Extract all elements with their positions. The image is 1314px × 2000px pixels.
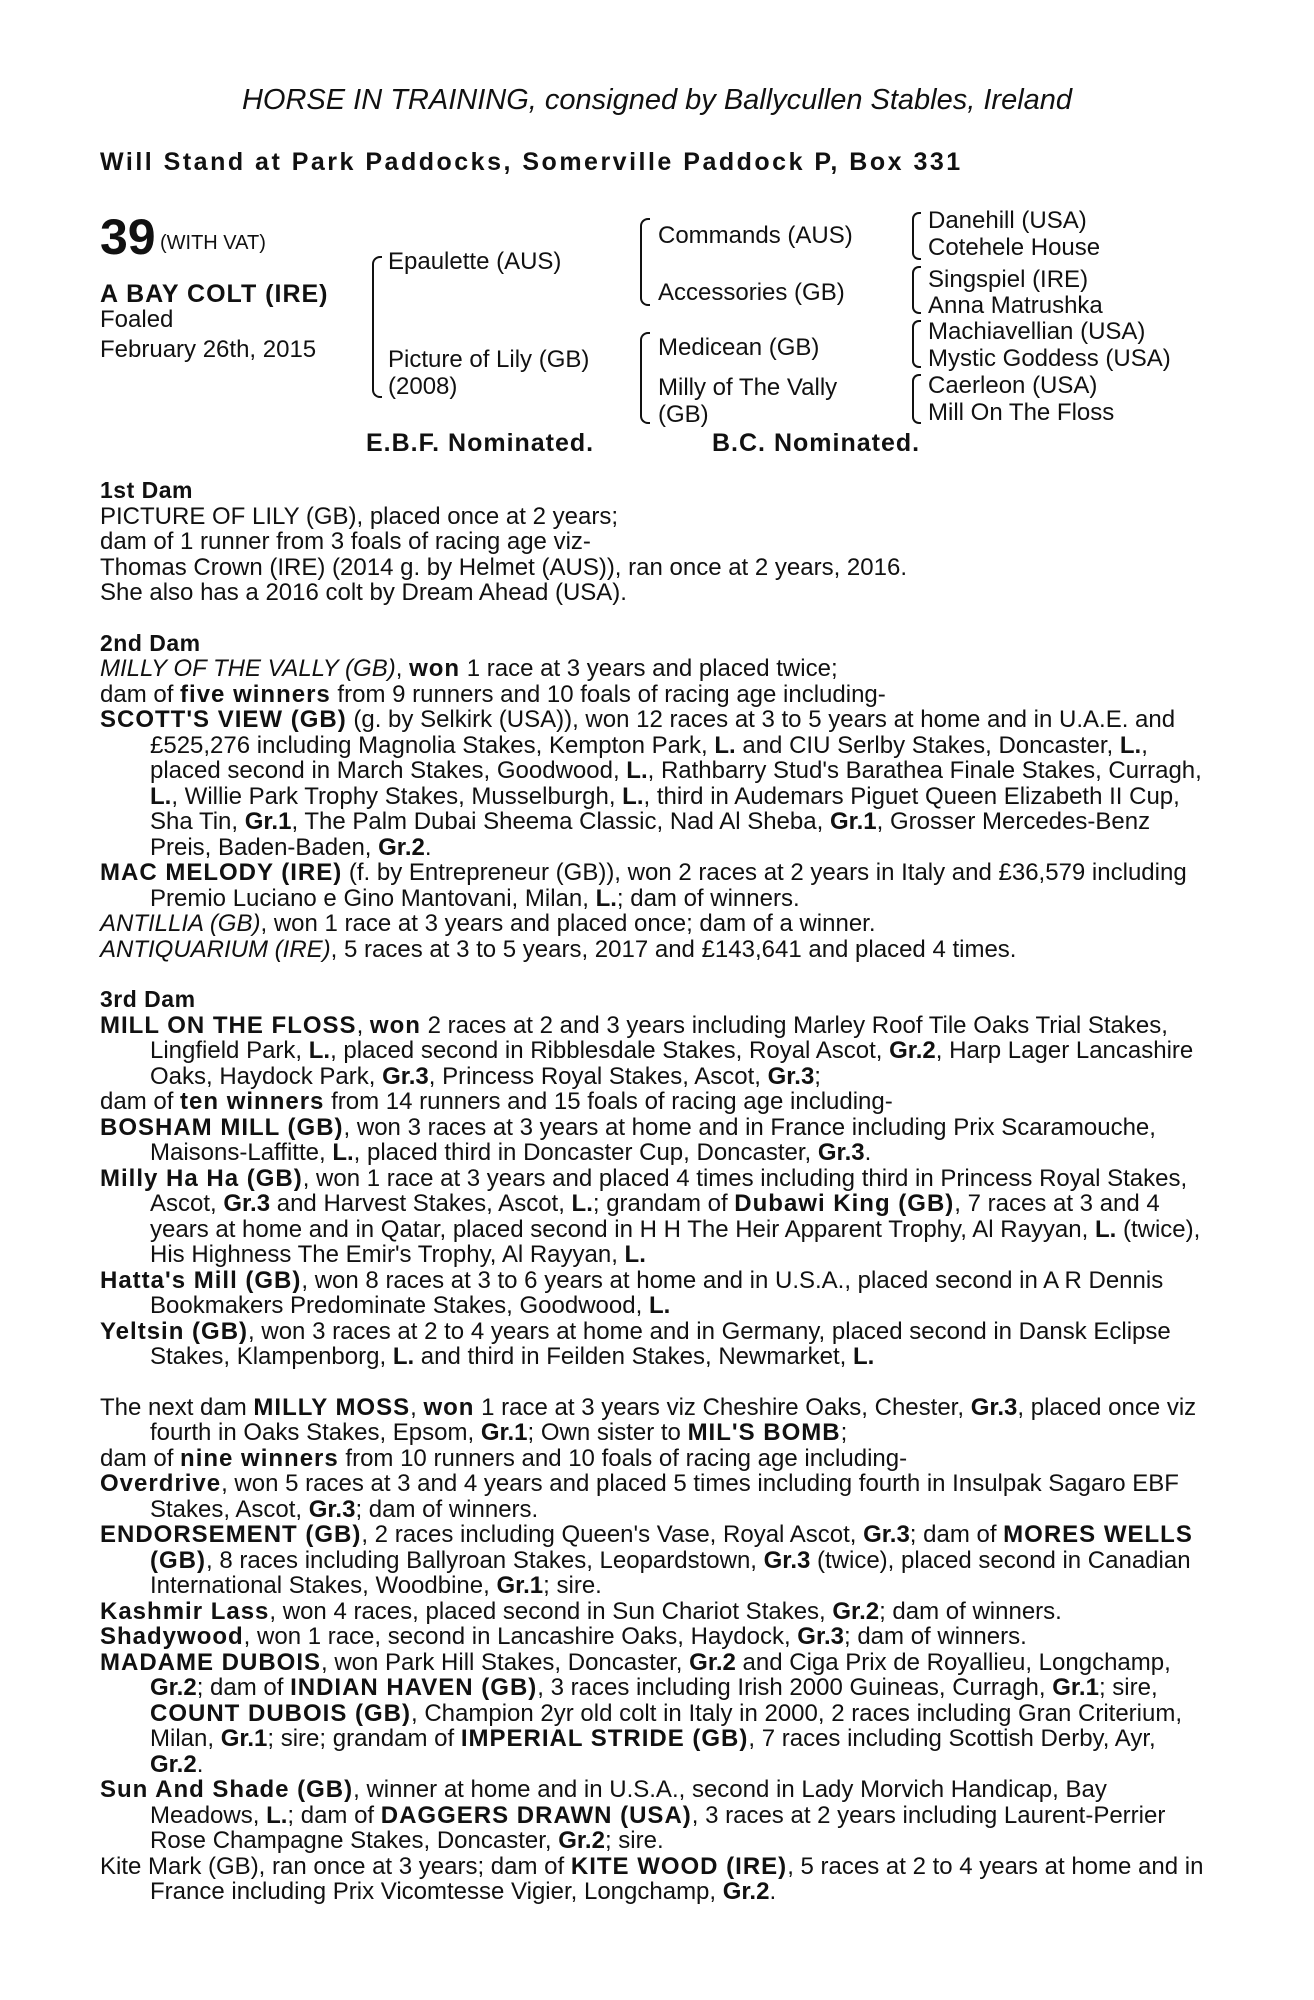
ebf-nomination: E.B.F. Nominated. [366,429,595,457]
third-dam-heading: 3rd Dam [100,986,196,1012]
produce-record [100,478,1205,1905]
ggs-3: Machiavellian (USA) [928,318,1146,345]
produce-entry: MADAME DUBOIS, won Park Hill Stakes, Doncaster, Gr.2 and Ciga Prix de Royallieu, Longchamp, Gr.2; dam of INDIAN HAVEN (GB), 3 races including Irish 2000 Guineas, Curragh, Gr.1; sire, COUNT DUBOIS (GB), Champion 2yr old colt in Italy in 2000, 2 races including Gran Criterium, Milan, Gr.1; sire; grandam of IMPERIAL STRIDE (GB), 7 races including Scottish Derby, Ayr, Gr.2. [100,1648,1183,1778]
produce-entry: Kite Mark (GB), ran once at 3 years; dam of KITE WOOD (IRE), 5 races at 2 to 4 years at home and in France including Prix Vicomtesse Vigier, Longchamp, Gr.2. [100,1852,1204,1905]
produce-entry: Shadywood, won 1 race, second in Lancashire Oaks, Haydock, Gr.3; dam of winners. [100,1623,1027,1650]
produce-entry: Overdrive, won 5 races at 3 and 4 years and placed 5 times including fourth in Insulpak Sagaro EBF Stakes, Ascot, Gr.3; dam of winners. [100,1470,1179,1523]
dam-year: (2008) [388,373,458,400]
horse-name: Milly Ha Ha (GB) [100,1164,303,1192]
horse-name: ENDORSEMENT (GB) [100,1521,362,1548]
produce-entry: BOSHAM MILL (GB), won 3 races at 3 years at home and in France including Prix Scaramouche, Maisons-Laffitte, L., placed third in Doncaster Cup, Doncaster, Gr.3. [100,1113,1156,1166]
pedigree-brace-3b [912,266,921,314]
horse-name: Hatta's Mill (GB) [100,1266,302,1294]
produce-entry: Sun And Shade (GB), winner at home and in U.S.A., second in Lady Morvich Handicap, Bay Meadows, L.; dam of DAGGERS DRAWN (USA), 3 races at 2 years including Laurent-Perrier Rose Champagne Stakes, Doncaster, Gr.2; sire. [100,1776,1166,1854]
first-dam-foal: Thomas Crown (IRE) (2014 g. by Helmet (AUS)), ran once at 2 years, 2016. [100,553,907,581]
first-dam-line: PICTURE OF LILY (GB), placed once at 2 years; [100,502,618,530]
sire-name: Epaulette (AUS) [388,248,562,275]
lot-number: 39 [100,209,156,265]
foaled-date: February 26th, 2015 [100,336,317,363]
second-dam-heading: 2nd Dam [100,629,201,656]
produce-entry: Milly Ha Ha (GB), won 1 race at 3 years and placed 4 times including third in Princess Royal Stakes, Ascot, Gr.3 and Harvest Stakes, Ascot, L.; grandam of Dubawi King (GB), 7 races at 3 and 4 years at home and in Qatar, placed second in H H The Heir Apparent Trophy, Al Rayyan, L. (twice), His Highness The Emir's Trophy, Al Rayyan, L. [100,1164,1201,1268]
third-dam-summary: MILL ON THE FLOSS, won 2 races at 2 and 3 years including Marley Roof Tile Oaks Trial Stakes, Lingfield Park, L., placed second in Ribblesdale Stakes, Royal Ascot, Gr.2, Harp Lager Lancashire Oaks, Haydock Park, Gr.3, Princess Royal Stakes, Ascot, Gr.3; [100,1011,1194,1090]
ggd-2: Anna Matrushka [928,292,1103,319]
ggd-3: Mystic Goddess (USA) [928,345,1171,372]
sire-dam: Accessories (GB) [658,279,845,306]
lot-description: A BAY COLT (IRE) [100,280,329,308]
second-dam-summary: MILLY OF THE VALLY (GB), won 1 race at 3 years and placed twice; [100,655,838,682]
horse-name: MADAME DUBOIS [100,1648,321,1676]
ggd-1: Cotehele House [928,234,1101,261]
bc-nomination: B.C. Nominated. [712,429,921,457]
horse-name: Sun And Shade (GB) [100,1776,354,1803]
first-dam-heading: 1st Dam [100,477,193,503]
horse-name: SCOTT'S VIEW (GB) [100,706,347,733]
horse-name: MAC MELODY (IRE) [100,859,343,886]
sale-header: HORSE IN TRAINING, consigned by Ballycullen Stables, Ireland [241,84,1073,116]
ggs-1: Danehill (USA) [928,207,1087,234]
vat-note: (WITH VAT) [160,232,266,254]
next-dam-produce: dam of nine winners from 10 runners and 10 foals of racing age including- [100,1444,908,1472]
dam-dam-suffix: (GB) [658,401,709,428]
pedigree-brace-3a [912,212,921,260]
horse-name: ANTILLIA (GB) [100,910,261,937]
dam-dam: Milly of The Vally [658,374,838,401]
produce-entry: ANTIQUARIUM (IRE), 5 races at 3 to 5 years, 2017 and £143,641 and placed 4 times. [100,935,1017,963]
dam-sire: Medicean (GB) [658,334,820,361]
horse-name: Yeltsin (GB) [100,1317,249,1345]
horse-name: Kashmir Lass [100,1597,270,1625]
second-dam-produce: dam of five winners from 9 runners and 10 foals of racing age including- [100,680,886,708]
produce-entry: Hatta's Mill (GB), won 8 races at 3 to 6 years at home and in U.S.A., placed second in A R Dennis Bookmakers Predominate Stakes, Goodwood, L. [100,1266,1164,1319]
horse-name: MILLY OF THE VALLY (GB) [100,655,396,682]
horse-name: Shadywood [100,1623,244,1650]
stand-location: Will Stand at Park Paddocks, Somerville Paddock P, Box 331 [100,148,963,176]
first-dam-line: dam of 1 runner from 3 foals of racing age viz- [100,528,591,555]
third-dam-produce: dam of ten winners from 14 runners and 15 foals of racing age including- [100,1088,893,1115]
next-dam-summary: The next dam MILLY MOSS, won 1 race at 3 years viz Cheshire Oaks, Chester, Gr.3, placed once viz fourth in Oaks Stakes, Epsom, Gr.1; Own sister to MIL'S BOMB; [100,1393,1197,1446]
produce-entry: Yeltsin (GB), won 3 races at 2 to 4 years at home and in Germany, placed second in Dansk Eclipse Stakes, Klampenborg, L. and third in Feilden Stakes, Newmarket, L. [100,1317,1171,1370]
ggd-4: Mill On The Floss [928,399,1115,426]
ggs-4: Caerleon (USA) [928,372,1098,399]
dam-name: Picture of Lily (GB) [388,346,590,373]
produce-entry: MAC MELODY (IRE) (f. by Entrepreneur (GB)), won 2 races at 2 years in Italy and £36,579 including Premio Luciano e Gino Mantovani, Milan, L.; dam of winners. [100,859,1187,912]
produce-entry: ANTILLIA (GB), won 1 race at 3 years and placed once; dam of a winner. [100,910,876,937]
pedigree-brace-2b [640,332,650,424]
pedigree-brace-1 [372,256,382,398]
pedigree-brace-3d [912,374,921,424]
horse-name: Overdrive [100,1470,222,1497]
produce-entry: ENDORSEMENT (GB), 2 races including Queen's Vase, Royal Ascot, Gr.3; dam of MORES WELLS (GB), 8 races including Ballyroan Stakes, Leopardstown, Gr.3 (twice), placed second in Canadian International Stakes, Woodbine, Gr.1; sire. [100,1521,1193,1599]
produce-entry: SCOTT'S VIEW (GB) (g. by Selkirk (USA)), won 12 races at 3 to 5 years at home and in U.A.E. and £525,276 including Magnolia Stakes, Kempton Park, L. and CIU Serlby Stakes, Doncaster, L., placed second in March Stakes, Goodwood, L., Rathbarry Stud's Barathea Finale Stakes, Curragh, L., Willie Park Trophy Stakes, Musselburgh, L., third in Audemars Piguet Queen Elizabeth II Cup, Sha Tin, Gr.1, The Palm Dubai Sheema Classic, Nad Al Sheba, Gr.1, Grosser Mercedes-Benz Preis, Baden-Baden, Gr.2. [100,706,1202,861]
horse-name: ANTIQUARIUM (IRE) [100,935,331,963]
horse-name: BOSHAM MILL (GB) [100,1113,344,1141]
produce-entry: Kashmir Lass, won 4 races, placed second in Sun Chariot Stakes, Gr.2; dam of winners. [100,1597,1062,1625]
pedigree-brace-2a [640,218,650,306]
horse-name: MILLY MOSS [253,1393,411,1421]
foaled-label: Foaled [100,306,174,333]
pedigree-brace-3c [912,320,921,368]
sire-sire: Commands (AUS) [658,222,853,249]
horse-name: MILL ON THE FLOSS [100,1011,357,1039]
first-dam-line: She also has a 2016 colt by Dream Ahead (USA). [100,579,627,606]
ggs-2: Singspiel (IRE) [928,266,1089,293]
